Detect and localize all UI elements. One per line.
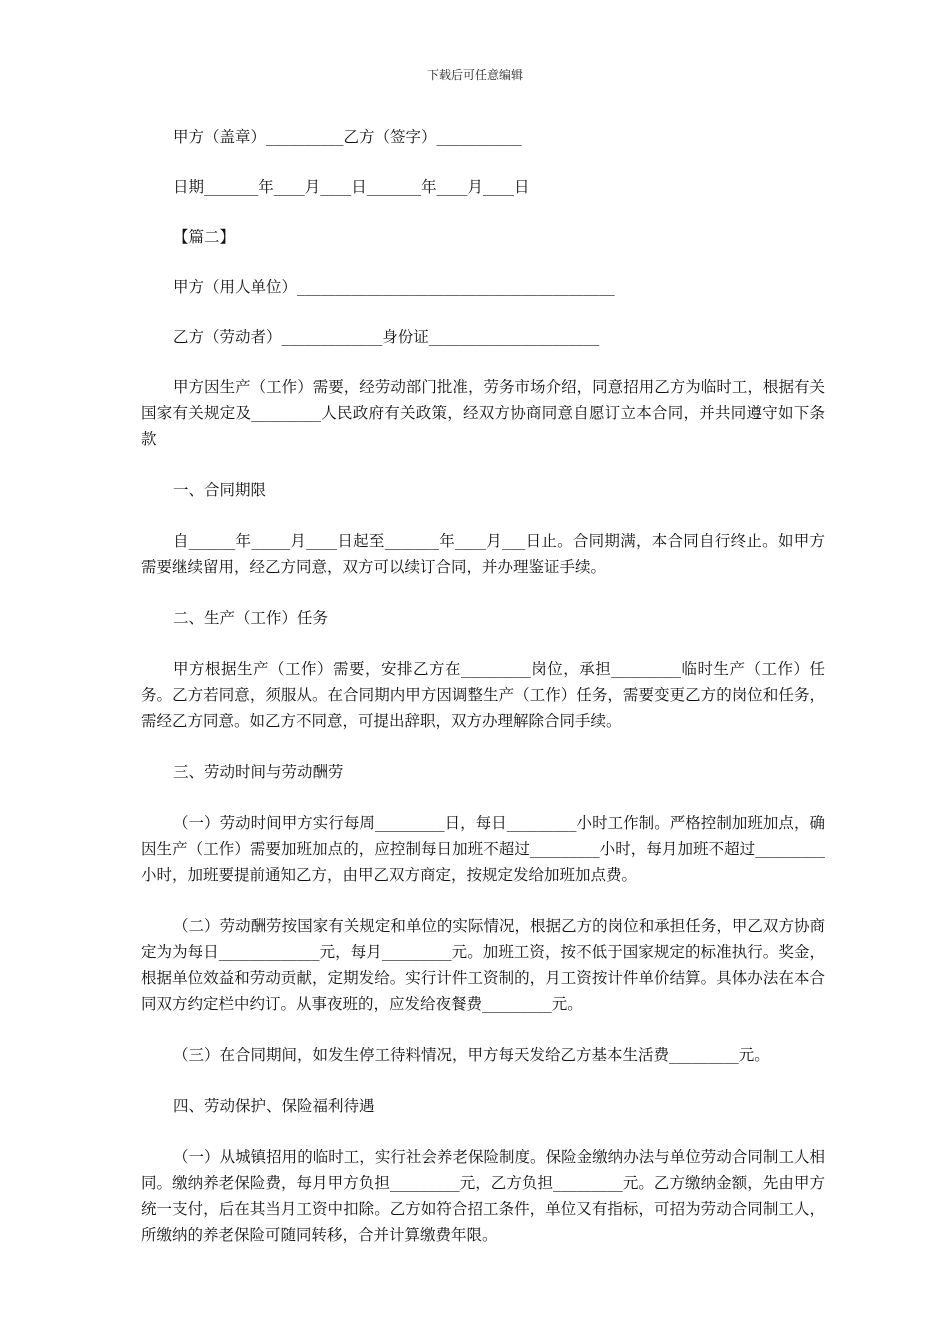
date-line: 日期_______年____月____日_______年____月____日	[173, 178, 530, 196]
contract-term-paragraph: 自______年_____月____日起至_______年____月___日止。合同期满，本合同自行终止。如甲方需要继续留用，经乙方同意，双方可以续订合同，并办理鉴证手续。	[141, 532, 825, 576]
heading-work-task: 二、生产（工作）任务	[173, 609, 329, 627]
party-a-line: 甲方（用人单位）_________________________________________	[173, 278, 615, 296]
pay-paragraph: （二）劳动酬劳按国家有关规定和单位的实际情况，根据乙方的岗位和承担任务，甲乙双方协商定为为每日_____________元，每月_________元。加班工资，按不低于国家规定的标准执行。奖金，根据单位效益和劳动贡献，定期发给。实行计件工资制的，月工资按计件单价结算。具体办法在本合同双方约定栏中约订。从事夜班的，应发给夜餐费_________元。	[141, 917, 825, 1013]
insurance-paragraph: （一）从城镇招用的临时工，实行社会养老保险制度。保险金缴纳办法与单位劳动合同制工人相同。缴纳养老保险费，每月甲方负担_________元，乙方负担_________元。乙方缴纳金额，先由甲方统一支付，后在其当月工资中扣除。乙方如符合招工条件，单位又有指标，可招为劳动合同制工人，所缴纳的养老保险可随同转移，合并计算缴费年限。	[141, 1148, 825, 1244]
sign-line: 甲方（盖章）__________乙方（签字）___________	[173, 128, 522, 146]
heading-work-time-pay: 三、劳动时间与劳动酬劳	[173, 763, 344, 781]
header-note: 下载后可任意编辑	[426, 68, 523, 82]
heading-contract-term: 一、合同期限	[173, 481, 267, 499]
document-body	[141, 124, 825, 1248]
section-title: 【篇二】	[173, 228, 236, 246]
work-task-paragraph: 甲方根据生产（工作）需要，安排乙方在_________岗位，承担_________临时生产（工作）任务。乙方若同意，须服从。在合同期内甲方因调整生产（工作）任务，需要变更乙方的岗位和任务，需经乙方同意。如乙方不同意，可提出辞职，双方办理解除合同手续。	[141, 660, 825, 730]
stoppage-paragraph: （三）在合同期间，如发生停工待料情况，甲方每天发给乙方基本生活费_________元。	[173, 1046, 770, 1064]
heading-protection-insurance: 四、劳动保护、保险福利待遇	[173, 1097, 375, 1115]
work-time-paragraph: （一）劳动时间甲方实行每周_________日，每日_________小时工作制。严格控制加班加点，确因生产（工作）需要加班加点的，应控制每日加班不超过_________小时，每月加班不超过_________小时，加班要提前通知乙方，由甲乙双方商定，按规定发给加班加点费。	[141, 814, 825, 884]
party-b-line: 乙方（劳动者）_____________身份证______________________	[173, 328, 600, 346]
intro-paragraph: 甲方因生产（工作）需要，经劳动部门批准，劳务市场介绍，同意招用乙方为临时工，根据有关国家有关规定及_________人民政府有关政策，经双方协商同意自愿订立本合同，并共同遵守如下条款	[141, 378, 825, 448]
